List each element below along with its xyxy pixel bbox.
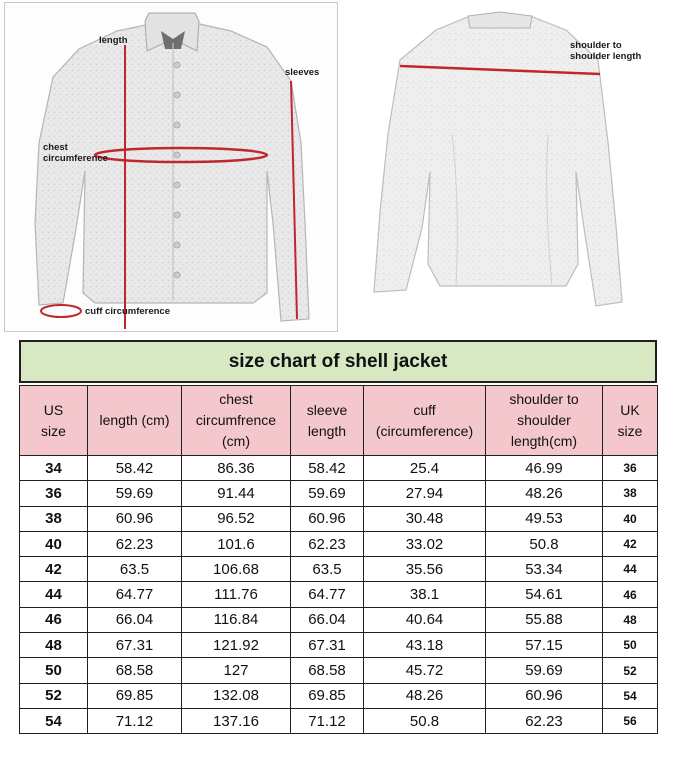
cell-length: 58.42: [88, 456, 182, 481]
table-row: [20, 531, 658, 556]
cell-length: 62.23: [88, 531, 182, 556]
cell-sleeve: 69.85: [291, 683, 364, 708]
cell-us-size: 52: [20, 683, 88, 708]
shoulder-to-shoulder-label: shoulder to shoulder length: [570, 40, 642, 62]
cell-chest: 116.84: [182, 607, 291, 632]
cell-shoulder: 60.96: [486, 683, 603, 708]
cell-uk-size: 40: [603, 506, 658, 531]
sleeves-label: sleeves: [285, 67, 320, 78]
cell-sleeve: 66.04: [291, 607, 364, 632]
cell-length: 69.85: [88, 683, 182, 708]
cell-length: 64.77: [88, 582, 182, 607]
table-row: [20, 456, 658, 481]
cell-shoulder: 46.99: [486, 456, 603, 481]
cell-shoulder: 55.88: [486, 607, 603, 632]
table-body: [20, 456, 658, 734]
cell-cuff: 40.64: [364, 607, 486, 632]
cell-cuff: 27.94: [364, 481, 486, 506]
cell-sleeve: 63.5: [291, 557, 364, 582]
cell-shoulder: 57.15: [486, 633, 603, 658]
front-jacket-drawing: [5, 3, 337, 331]
header-cuff: cuff (circumference): [364, 386, 486, 456]
cell-chest: 91.44: [182, 481, 291, 506]
header-us-size: US size: [20, 386, 88, 456]
cell-uk-size: 48: [603, 607, 658, 632]
cell-cuff: 35.56: [364, 557, 486, 582]
cell-uk-size: 50: [603, 633, 658, 658]
header-row: [20, 386, 658, 456]
front-view-panel: [4, 2, 338, 332]
header-length: length (cm): [88, 386, 182, 456]
size-chart-table: [19, 385, 658, 734]
cell-shoulder: 59.69: [486, 658, 603, 683]
table-row: [20, 607, 658, 632]
cell-chest: 86.36: [182, 456, 291, 481]
table-row: [20, 481, 658, 506]
cell-cuff: 25.4: [364, 456, 486, 481]
cell-us-size: 42: [20, 557, 88, 582]
header-chest: chest circumfrence (cm): [182, 386, 291, 456]
cell-uk-size: 38: [603, 481, 658, 506]
cell-chest: 132.08: [182, 683, 291, 708]
cell-shoulder: 53.34: [486, 557, 603, 582]
cell-us-size: 50: [20, 658, 88, 683]
size-chart-title: size chart of shell jacket: [19, 340, 657, 383]
cell-us-size: 54: [20, 708, 88, 733]
cell-uk-size: 52: [603, 658, 658, 683]
table-row: [20, 633, 658, 658]
cell-us-size: 40: [20, 531, 88, 556]
cell-chest: 137.16: [182, 708, 291, 733]
cell-sleeve: 67.31: [291, 633, 364, 658]
cell-length: 63.5: [88, 557, 182, 582]
cell-shoulder: 49.53: [486, 506, 603, 531]
table-row: [20, 557, 658, 582]
cell-sleeve: 58.42: [291, 456, 364, 481]
header-uk-size: UK size: [603, 386, 658, 456]
cell-us-size: 46: [20, 607, 88, 632]
cell-sleeve: 62.23: [291, 531, 364, 556]
cell-uk-size: 42: [603, 531, 658, 556]
cell-us-size: 44: [20, 582, 88, 607]
length-label: length: [99, 35, 128, 46]
cell-shoulder: 62.23: [486, 708, 603, 733]
header-sleeve: sleeve length: [291, 386, 364, 456]
cell-length: 71.12: [88, 708, 182, 733]
back-view-panel: [340, 2, 676, 330]
cell-cuff: 48.26: [364, 683, 486, 708]
table-row: [20, 506, 658, 531]
cell-uk-size: 54: [603, 683, 658, 708]
cell-chest: 96.52: [182, 506, 291, 531]
cell-chest: 101.6: [182, 531, 291, 556]
cell-cuff: 50.8: [364, 708, 486, 733]
header-shoulder: shoulder to shoulder length(cm): [486, 386, 603, 456]
table-row: [20, 658, 658, 683]
cell-sleeve: 68.58: [291, 658, 364, 683]
cell-sleeve: 64.77: [291, 582, 364, 607]
cell-sleeve: 71.12: [291, 708, 364, 733]
cell-shoulder: 48.26: [486, 481, 603, 506]
cell-sleeve: 59.69: [291, 481, 364, 506]
cell-chest: 121.92: [182, 633, 291, 658]
table-row: [20, 683, 658, 708]
cell-cuff: 33.02: [364, 531, 486, 556]
cell-length: 66.04: [88, 607, 182, 632]
cell-length: 68.58: [88, 658, 182, 683]
cell-uk-size: 56: [603, 708, 658, 733]
cell-cuff: 43.18: [364, 633, 486, 658]
cell-uk-size: 44: [603, 557, 658, 582]
cell-cuff: 45.72: [364, 658, 486, 683]
cell-chest: 106.68: [182, 557, 291, 582]
chest-circumference-label: chest circumference: [43, 142, 108, 164]
cell-uk-size: 36: [603, 456, 658, 481]
cuff-circumference-label: cuff circumference: [85, 306, 171, 317]
cell-length: 59.69: [88, 481, 182, 506]
cell-chest: 111.76: [182, 582, 291, 607]
cell-length: 60.96: [88, 506, 182, 531]
cell-uk-size: 46: [603, 582, 658, 607]
cell-cuff: 38.1: [364, 582, 486, 607]
cell-us-size: 34: [20, 456, 88, 481]
cell-chest: 127: [182, 658, 291, 683]
cell-shoulder: 50.8: [486, 531, 603, 556]
jacket-illustrations: [0, 0, 679, 338]
cell-us-size: 38: [20, 506, 88, 531]
cell-length: 67.31: [88, 633, 182, 658]
table-row: [20, 708, 658, 733]
cell-us-size: 48: [20, 633, 88, 658]
cell-us-size: 36: [20, 481, 88, 506]
cell-shoulder: 54.61: [486, 582, 603, 607]
cell-cuff: 30.48: [364, 506, 486, 531]
cell-sleeve: 60.96: [291, 506, 364, 531]
table-row: [20, 582, 658, 607]
